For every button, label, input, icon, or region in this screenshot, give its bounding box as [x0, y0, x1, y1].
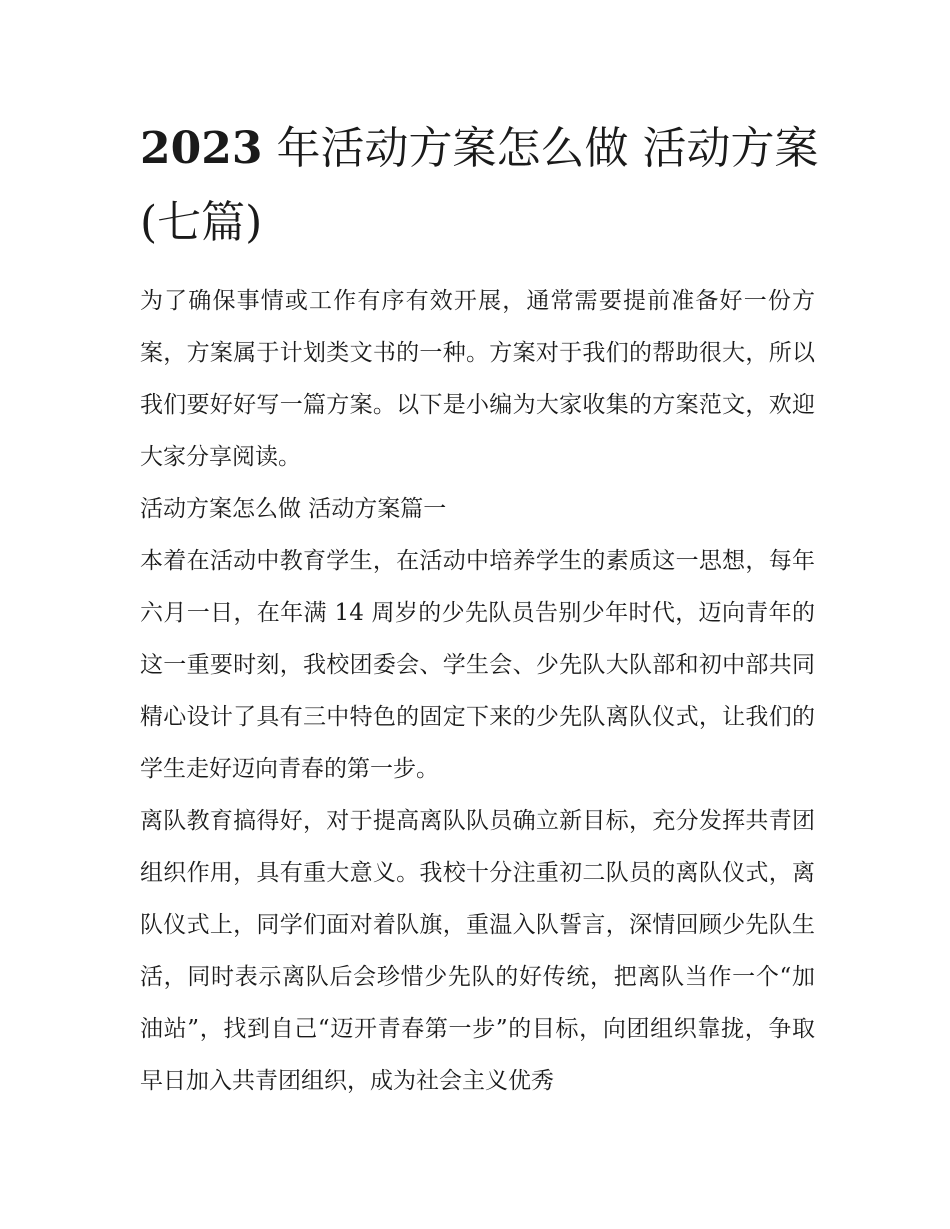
title-text: 年活动方案怎么做 活动方案(七篇): [140, 123, 819, 248]
document-title: [140, 112, 820, 260]
body-paragraph: 离队教育搞得好，对于提高离队队员确立新目标，充分发挥共青团组织作用，具有重大意义。我校十分注重初二队员的离队仪式，离队仪式上，同学们面对着队旗，重温入队誓言，深情回顾少先队生活，同时表示离队后会珍惜少先队的好传统，把离队当作一个“加油站”，找到自己“迈开青春第一步”的目标，向团组织靠拢，争取早日加入共青团组织，成为社会主义优秀: [140, 808, 815, 1094]
title-year: 2023: [140, 123, 263, 174]
intro-paragraph: 为了确保事情或工作有序有效开展，通常需要提前准备好一份方案，方案属于计划类文书的一种。方案对于我们的帮助很大，所以我们要好好写一篇方案。以下是小编为大家收集的方案范文，欢迎大家分享阅读。: [140, 288, 815, 470]
document-body: [140, 275, 815, 1107]
body-paragraph: 本着在活动中教育学生，在活动中培养学生的素质这一思想，每年六月一日，在年满 14 周岁的少先队员告别少年时代，迈向青年的这一重要时刻，我校团委会、学生会、少先队大队部和初中部共同精心设计了具有三中特色的固定下来的少先队离队仪式，让我们的学生走好迈向青春的第一步。: [140, 548, 815, 782]
section-heading: 活动方案怎么做 活动方案篇一: [140, 496, 447, 522]
